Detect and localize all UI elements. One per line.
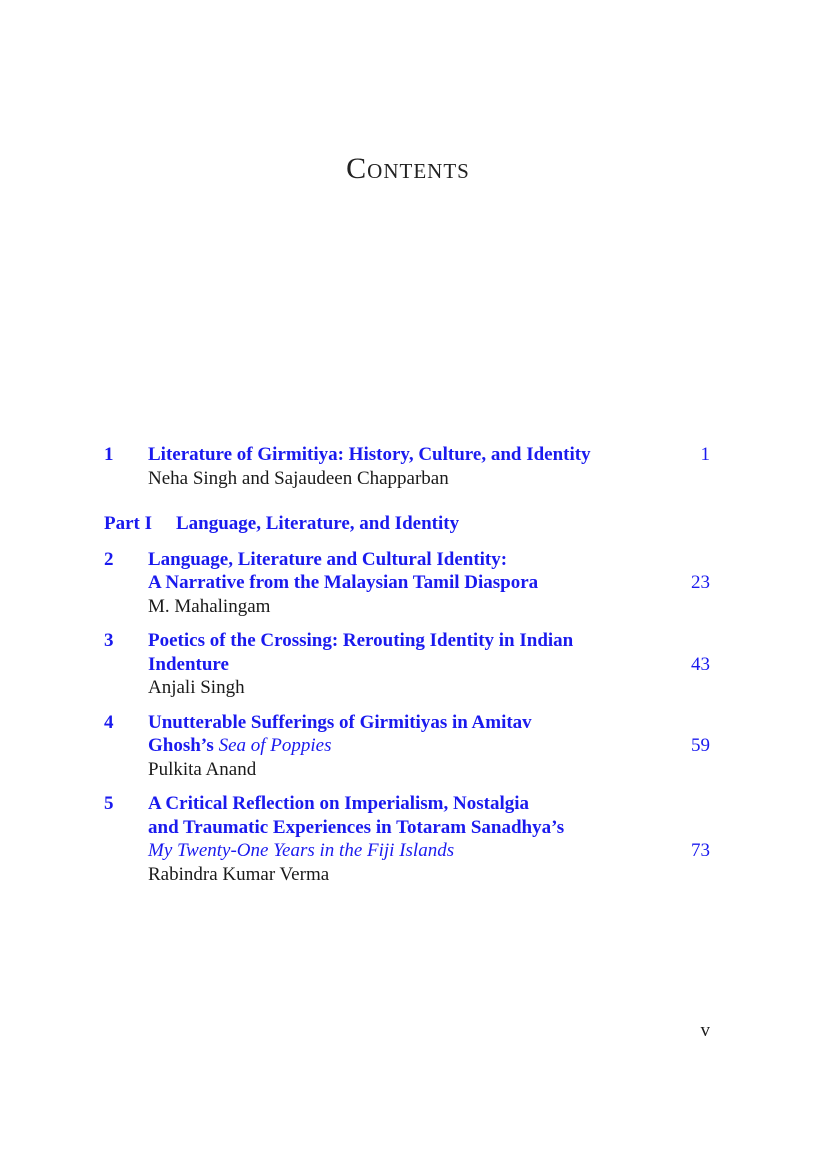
chapter-title-line: Unutterable Sufferings of Girmitiyas in Amitav [148,711,532,733]
chapter-number: 5 [104,793,114,814]
chapter-author: M. Mahalingam [148,595,271,617]
table-of-contents [104,443,710,886]
part-label: Part I [104,513,153,534]
book-title-italic: My Twenty-One Years in the Fiji Islands [148,840,455,861]
chapter-title-line: Literature of Girmitiya: History, Culture, and Identity [148,444,591,465]
chapter-page-number[interactable]: 43 [691,653,710,675]
page-folio: v [700,1020,710,1041]
chapter-title-link[interactable] [148,548,660,595]
chapter-title-link[interactable] [148,629,660,676]
chapter-number: 1 [104,444,114,465]
chapter-title-link[interactable] [148,711,660,758]
chapter-page-number[interactable]: 1 [700,444,710,465]
chapter-number: 3 [104,630,114,651]
chapter-title-link[interactable] [148,792,660,863]
chapter-title-text: Ghosh’s [148,735,219,756]
chapter-page-number[interactable]: 59 [691,735,710,756]
chapter-title-line [148,839,660,863]
chapter-title-line: Indenture [148,653,229,675]
chapter-title-link[interactable] [148,443,660,467]
chapter-page-number[interactable]: 23 [691,572,710,593]
chapter-title-line: Poetics of the Crossing: Rerouting Identity in Indian [148,630,574,651]
toc-entry-chapter-1[interactable] [104,443,710,490]
chapter-author: Anjali Singh [148,677,245,698]
toc-entry-chapter-2[interactable] [104,548,710,619]
chapter-author: Rabindra Kumar Verma [148,863,330,885]
chapter-title-line: and Traumatic Experiences in Totaram Sanadhya’s [148,816,565,838]
chapter-author: Pulkita Anand [148,758,257,780]
chapter-title-line [148,734,660,758]
chapter-number: 2 [104,548,114,570]
chapter-author: Neha Singh and Sajaudeen Chapparban [148,467,449,489]
chapter-page-number[interactable]: 73 [691,840,710,861]
toc-entry-chapter-5[interactable] [104,792,710,886]
part-title: Language, Literature, and Identity [176,513,460,534]
chapter-title-line: Language, Literature and Cultural Identity: [148,548,508,570]
book-title-italic: Sea of Poppies [218,735,332,756]
chapter-title-line: A Narrative from the Malaysian Tamil Diaspora [148,572,539,593]
part-heading[interactable] [104,512,710,536]
page-title: Contents [346,152,470,185]
chapter-title-line: A Critical Reflection on Imperialism, Nostalgia [148,793,530,814]
chapter-number: 4 [104,711,114,733]
toc-entry-chapter-4[interactable] [104,711,710,782]
toc-entry-chapter-3[interactable] [104,629,710,700]
